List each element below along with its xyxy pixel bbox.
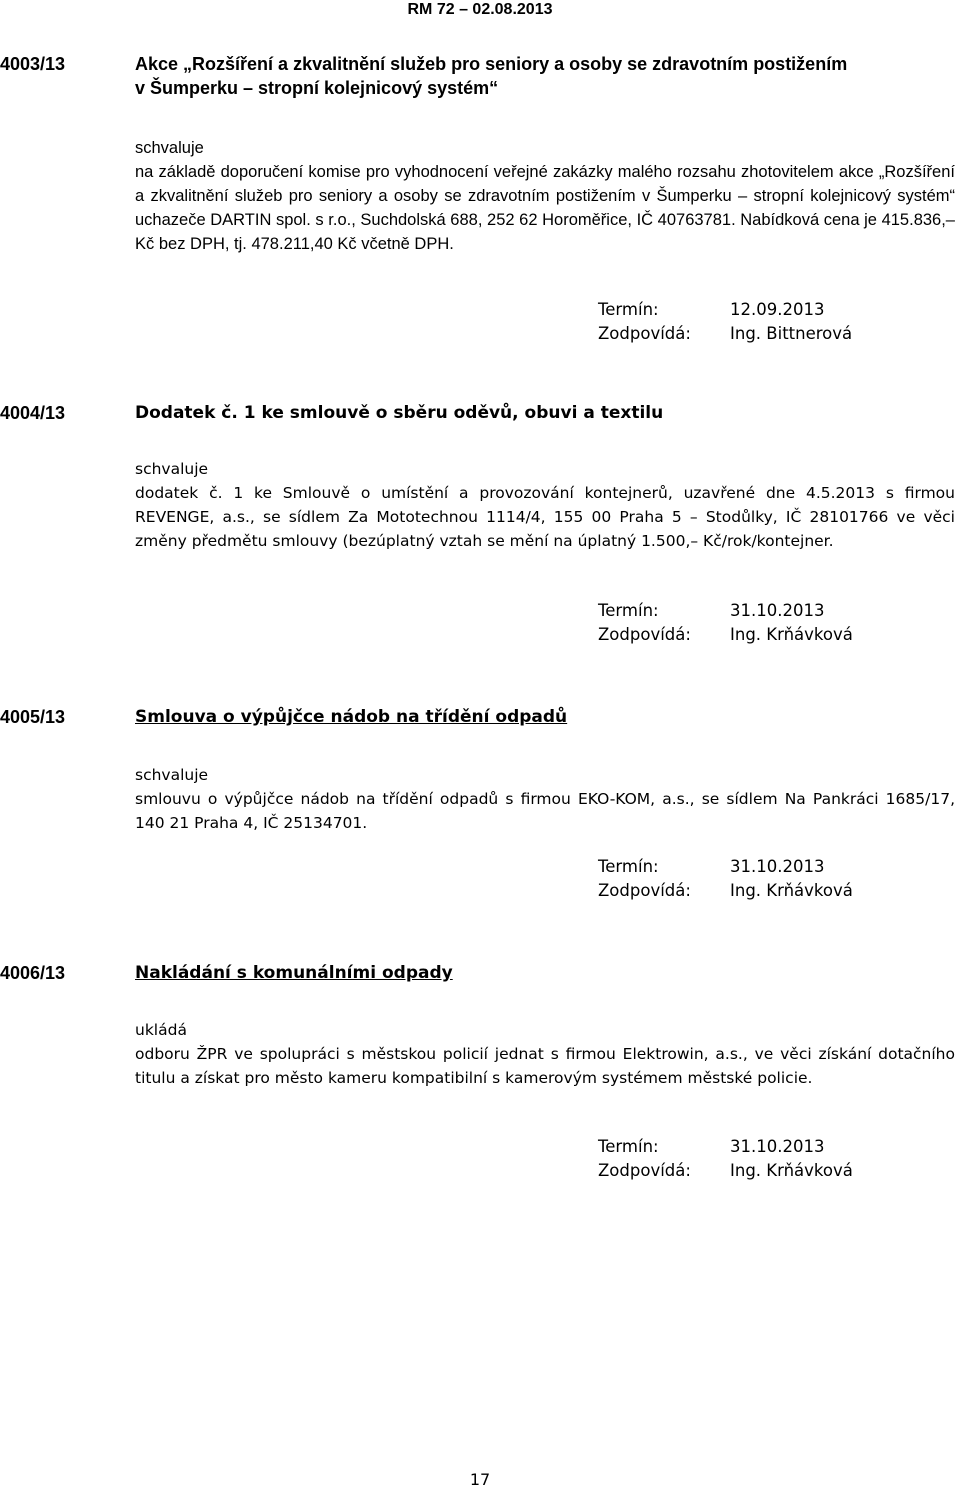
resolution-title (135, 52, 960, 100)
deadline-label: Termín: (598, 300, 659, 319)
responsible-value: Ing. Bittnerová (730, 324, 853, 343)
responsible-label: Zodpovídá: (598, 881, 691, 900)
resolution-body (135, 1018, 955, 1090)
resolution-text: na základě doporučení komise pro vyhodnocení veřejné zakázky malého rozsahu zhotovitelem akce „Rozšíření a zkvalitnění služeb pro seniory a osoby se zdravotním postižením v Šumperku – stropní kolejnicový systém“ uchazeče DARTIN spol. s r.o., Suchdolská 688, 252 62 Horoměřice, IČ 40763781. Nabídková cena je 415.836,– Kč bez DPH, tj. 478.211,40 Kč včetně DPH. (135, 163, 955, 253)
deadline-label: Termín: (598, 601, 659, 620)
page-number: 17 (469, 1470, 491, 1489)
resolution-number: 4005/13 (0, 707, 66, 727)
resolution-title: Dodatek č. 1 ke smlouvě o sběru oděvů, obuvi a textilu (135, 403, 664, 423)
resolution-number: 4003/13 (0, 54, 66, 74)
resolution-number: 4004/13 (0, 403, 66, 423)
resolution-verb: schvaluje (135, 766, 209, 784)
resolution-title: Nakládání s komunálními odpady (135, 963, 453, 983)
deadline-block (598, 599, 853, 647)
deadline-value: 12.09.2013 (730, 300, 825, 319)
page-header: RM 72 – 02.08.2013 (407, 1, 553, 18)
responsible-label: Zodpovídá: (598, 625, 691, 644)
deadline-value: 31.10.2013 (730, 857, 825, 876)
resolution-verb: schvaluje (135, 139, 204, 157)
deadline-label: Termín: (598, 1137, 659, 1156)
deadline-value: 31.10.2013 (730, 1137, 825, 1156)
resolution-body (135, 457, 955, 553)
deadline-value: 31.10.2013 (730, 601, 825, 620)
resolution-body (135, 136, 955, 256)
resolution-title-line2: v Šumperku – stropní kolejnicový systém“ (135, 78, 499, 98)
resolution-text: smlouvu o výpůjčce nádob na třídění odpadů s firmou EKO-KOM, a.s., se sídlem Na Pankráci 1685/17, 140 21 Praha 4, IČ 25134701. (135, 790, 955, 832)
responsible-label: Zodpovídá: (598, 1161, 691, 1180)
deadline-label: Termín: (598, 857, 659, 876)
responsible-value: Ing. Krňávková (730, 1161, 853, 1180)
resolution-title-line1: Akce „Rozšíření a zkvalitnění služeb pro seniory a osoby se zdravotním postižením (135, 54, 848, 74)
resolution-verb: ukládá (135, 1021, 187, 1039)
resolution-body (135, 763, 955, 835)
resolution-verb: schvaluje (135, 460, 209, 478)
responsible-value: Ing. Krňávková (730, 625, 853, 644)
deadline-block (598, 298, 852, 346)
resolution-number: 4006/13 (0, 963, 66, 983)
responsible-value: Ing. Krňávková (730, 881, 853, 900)
responsible-label: Zodpovídá: (598, 324, 691, 343)
resolution-text: dodatek č. 1 ke Smlouvě o umístění a provozování kontejnerů, uzavřené dne 4.5.2013 s firmou REVENGE, a.s., se sídlem Za Mototechnou 1114/4, 155 00 Praha 5 – Stodůlky, IČ 28101766 ve věci změny předmětu smlouvy (bezúplatný vztah se mění na úplatný 1.500,– Kč/rok/kontejner. (135, 484, 955, 550)
resolution-text: odboru ŽPR ve spolupráci s městskou policií jednat s firmou Elektrowin, a.s., ve věci získání dotačního titulu a získat pro město kameru kompatibilní s kamerovým systémem městské policie. (135, 1045, 955, 1087)
deadline-block (598, 1135, 853, 1183)
resolution-title: Smlouva o výpůjčce nádob na třídění odpadů (135, 707, 568, 727)
deadline-block (598, 855, 853, 903)
